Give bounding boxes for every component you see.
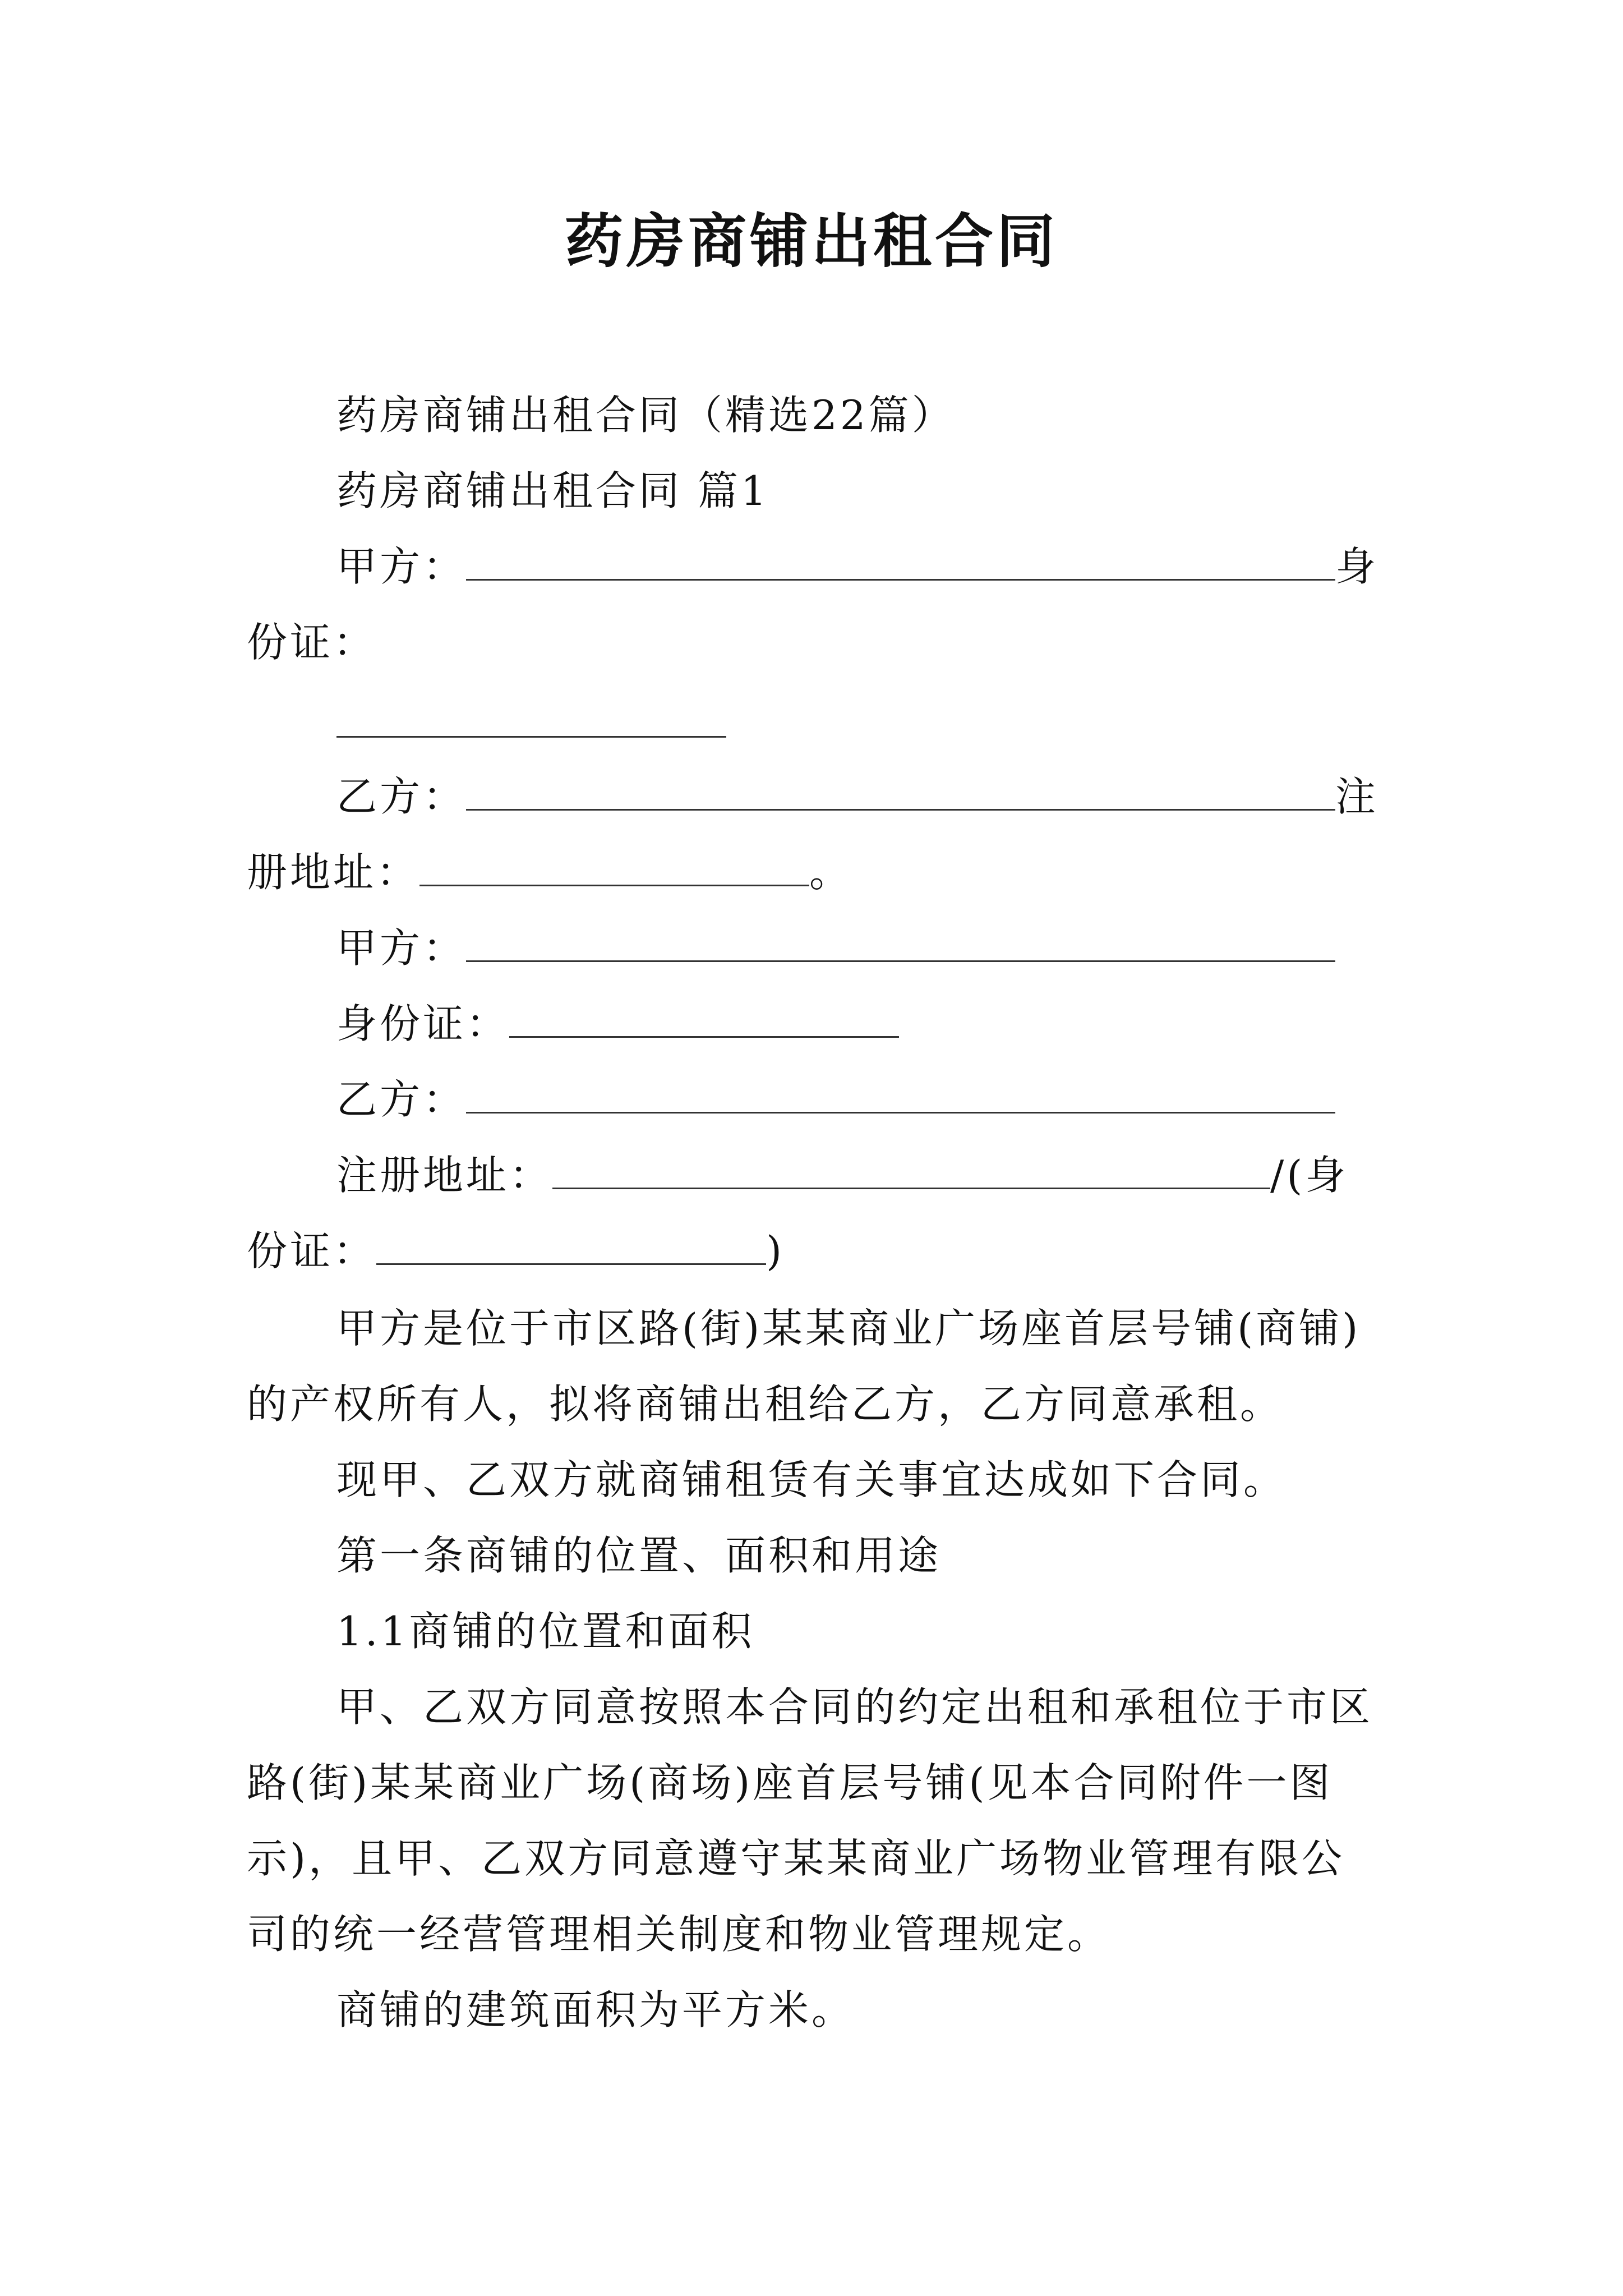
party-a-label-2: 甲方： xyxy=(336,924,467,972)
para3-line4: 司的统一经营管理相关制度和物业管理规定。 xyxy=(247,1911,1111,1958)
document-title: 药房商铺出租合同 xyxy=(564,207,1058,275)
para3-line2: 路(街)某某商业广场(商场)座首层号铺(见本合同附件一图 xyxy=(247,1759,1333,1806)
para2: 现甲、乙双方就商铺租赁有关事宜达成如下合同。 xyxy=(336,1456,1287,1503)
party-b-line xyxy=(336,769,1378,825)
party-b-blank xyxy=(466,770,1335,811)
id-card-blank-3 xyxy=(376,1224,766,1265)
party-a-line-2 xyxy=(336,920,1335,976)
reg-addr-blank-2 xyxy=(552,1148,1270,1189)
article1-heading: 第一条商铺的位置、面积和用途 xyxy=(336,1532,942,1579)
section-heading: 药房商铺出租合同 篇1 xyxy=(336,467,769,514)
party-b-label-2: 乙方： xyxy=(336,1076,467,1123)
para3-line3: 示)，且甲、乙双方同意遵守某某商业广场物业管理有限公 xyxy=(247,1835,1345,1882)
para1-line2: 的产权所有人，拟将商铺出租给乙方，乙方同意承租。 xyxy=(247,1381,1284,1428)
id-card-wrap-2: 份证： xyxy=(247,1227,377,1274)
reg-addr-line-2 xyxy=(336,1147,1348,1203)
id-card-blank xyxy=(336,696,726,738)
id-card-label-2: 身份证： xyxy=(336,1000,510,1047)
reg-addr-line xyxy=(247,844,852,900)
reg-addr-tail-2: /(身 xyxy=(1270,1152,1349,1199)
para1-line1: 甲方是位于市区路(街)某某商业广场座首层号铺(商铺) xyxy=(336,1305,1361,1352)
id-card-close-2: ) xyxy=(766,1227,785,1274)
clause1-1-heading: 1.1商铺的位置和面积 xyxy=(336,1608,755,1655)
id-card-line-3 xyxy=(247,1223,785,1279)
party-a-label: 甲方： xyxy=(336,543,467,590)
document-subtitle: 药房商铺出租合同（精选22篇） xyxy=(336,392,955,439)
id-card-blank-2 xyxy=(509,997,899,1038)
reg-addr-blank xyxy=(419,845,809,886)
party-a-line xyxy=(336,539,1378,595)
para4: 商铺的建筑面积为平方米。 xyxy=(336,1986,855,2033)
id-card-wrap: 份证： xyxy=(247,619,377,666)
reg-addr-tail: 注 xyxy=(1335,773,1379,820)
party-b-blank-2 xyxy=(466,1073,1335,1114)
id-card-line-2 xyxy=(336,996,899,1052)
reg-addr-end: 。 xyxy=(809,849,853,896)
party-a-blank-2 xyxy=(466,921,1335,962)
id-card-tail: 身 xyxy=(1335,543,1379,590)
party-b-label: 乙方： xyxy=(336,773,467,820)
party-a-blank xyxy=(466,540,1335,581)
para3-line1: 甲、乙双方同意按照本合同的约定出租和承租位于市区 xyxy=(336,1683,1373,1731)
party-b-line-2 xyxy=(336,1071,1335,1128)
reg-addr-label-2: 注册地址： xyxy=(336,1152,553,1199)
reg-addr-wrap: 册地址： xyxy=(247,849,420,896)
